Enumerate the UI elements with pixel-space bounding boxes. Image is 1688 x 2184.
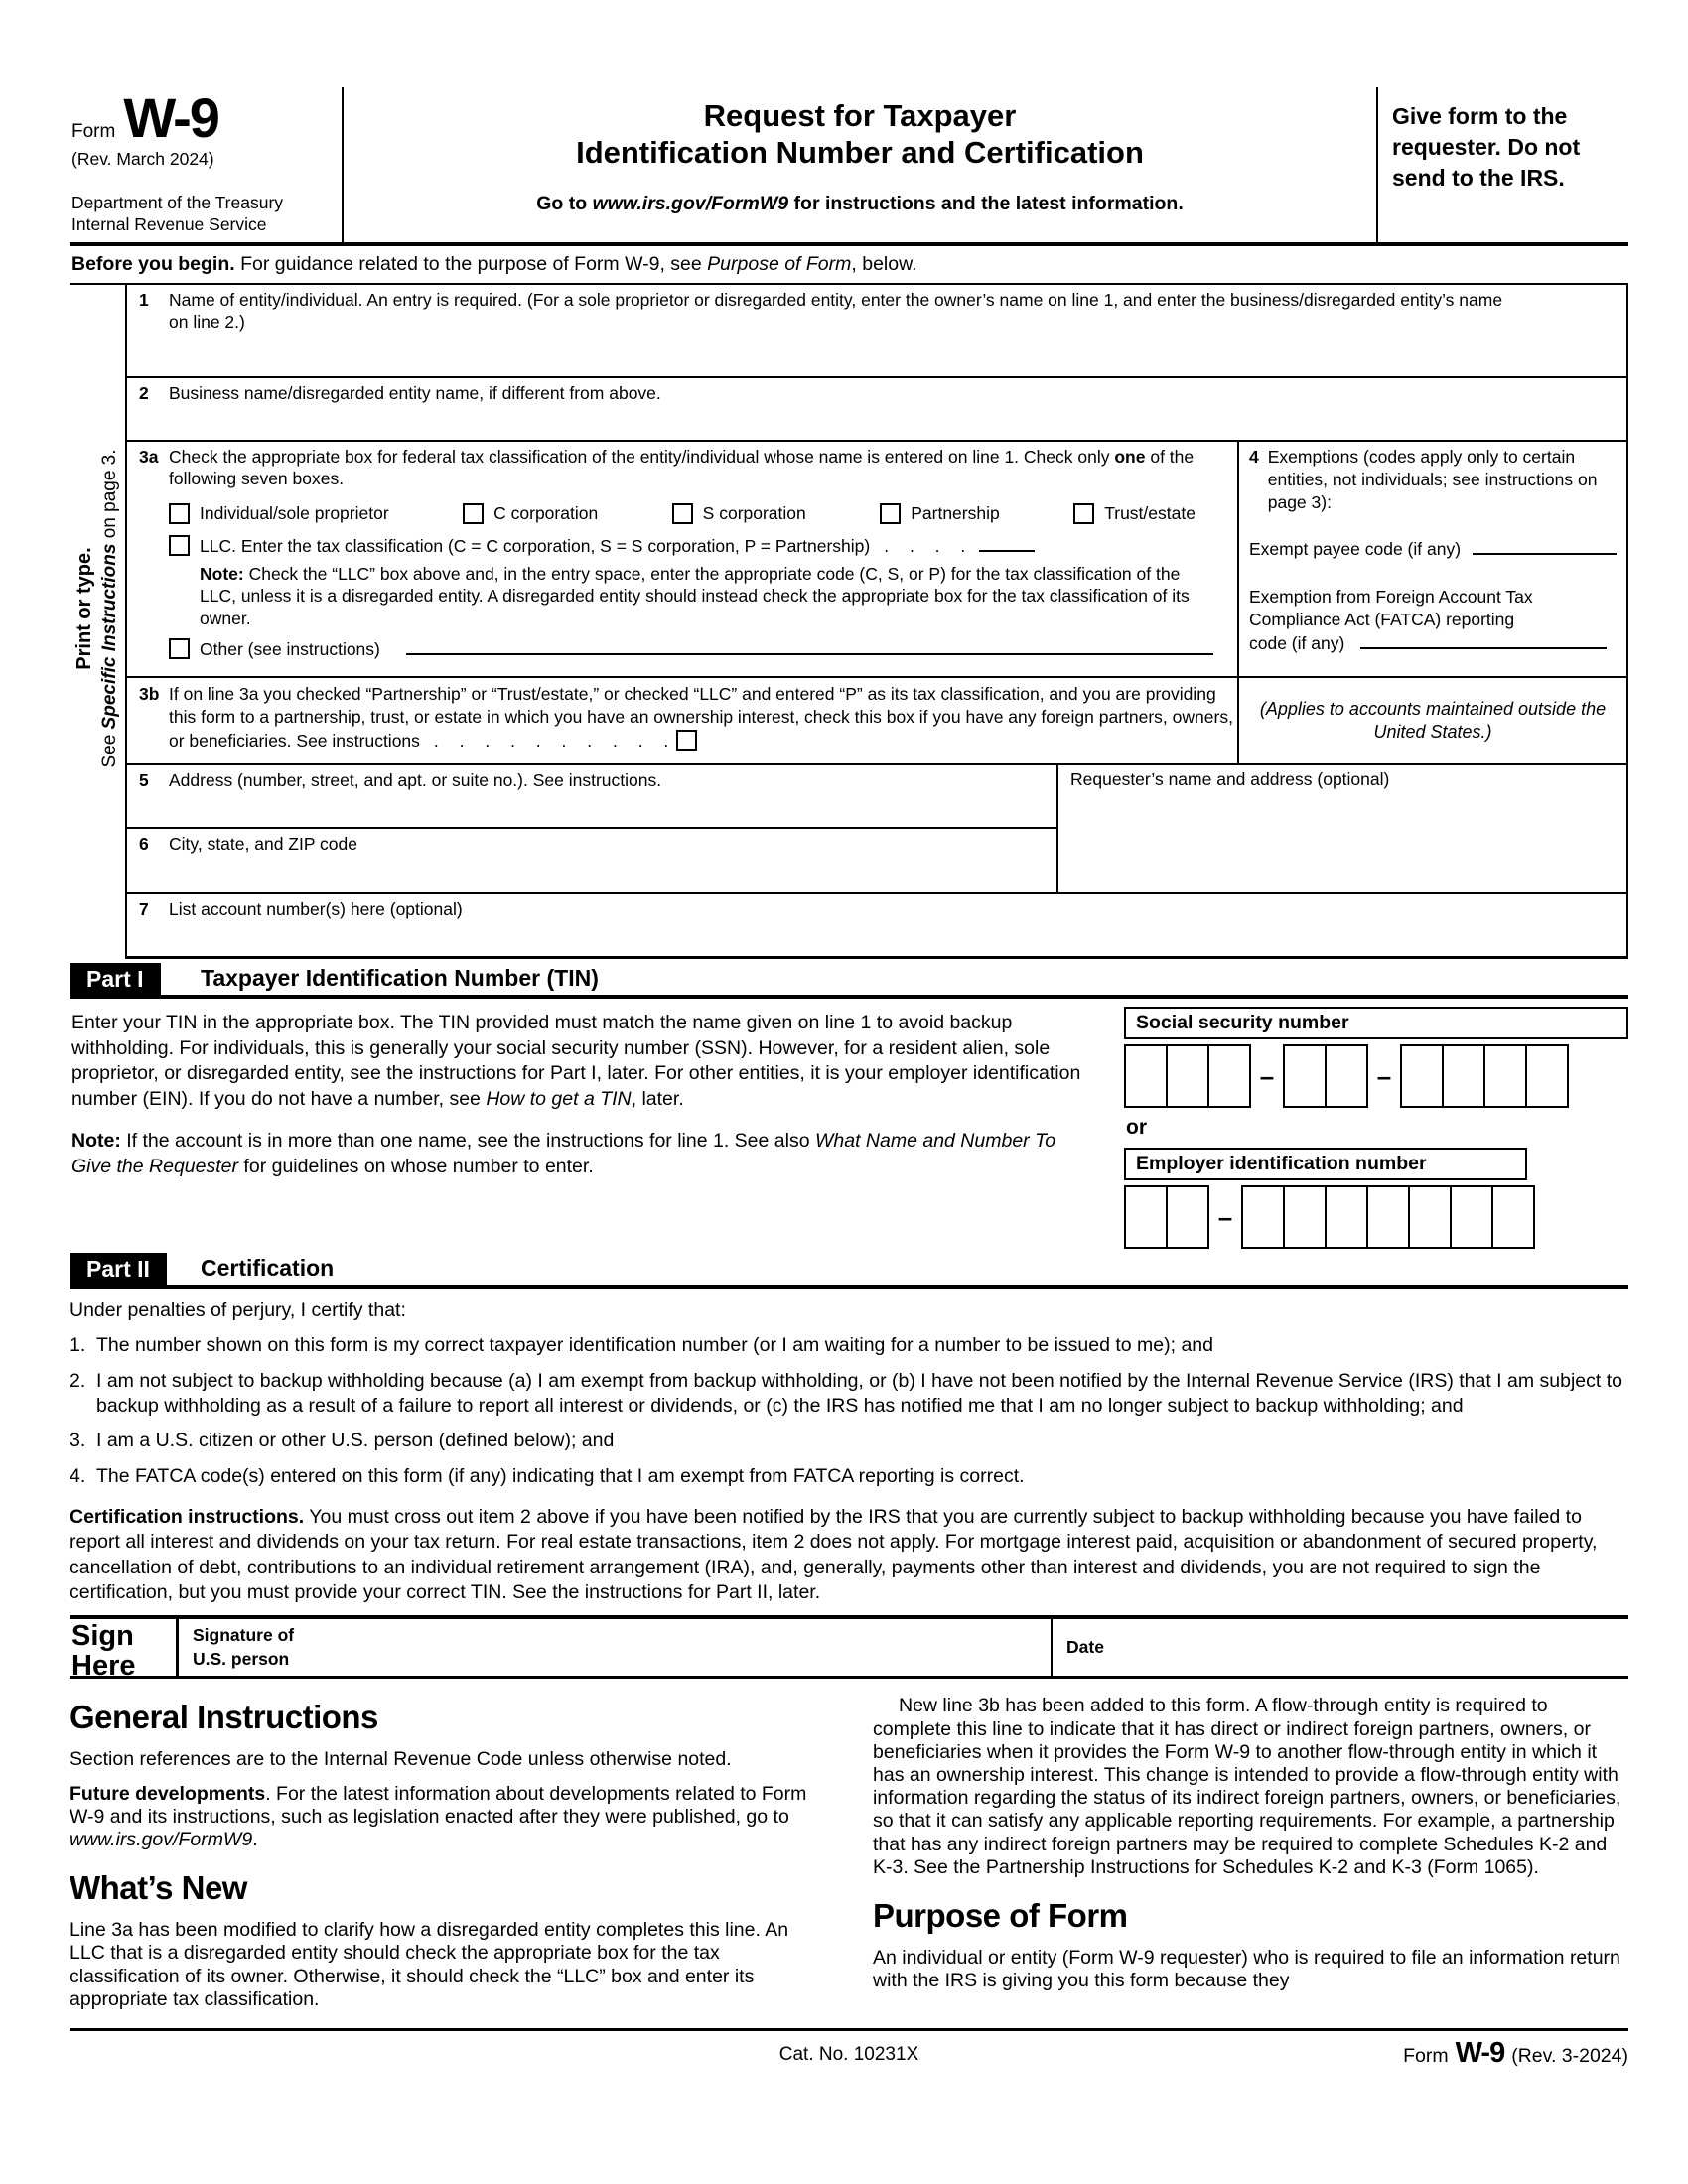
footer-form-number: W-9 xyxy=(1455,2037,1505,2070)
line3a-tax-classification-field xyxy=(127,442,1237,678)
sidebar-see: See xyxy=(99,729,120,768)
line6-label: City, state, and ZIP code xyxy=(169,834,358,854)
option-individual[interactable] xyxy=(169,503,389,524)
whats-new-heading: What’s New xyxy=(70,1869,247,1907)
line7-number: 7 xyxy=(139,899,149,919)
line3a-note xyxy=(200,563,1212,629)
line4-number: 4 xyxy=(1249,447,1259,467)
ssn-digit-cell[interactable] xyxy=(1207,1044,1251,1108)
cert-item3-text: I am a U.S. citizen or other U.S. person (defined below); and xyxy=(96,1430,615,1452)
print-or-type-gutter xyxy=(70,285,125,959)
tax-class-options-row xyxy=(169,503,1196,524)
ein-digit-cell[interactable] xyxy=(1241,1185,1285,1249)
applies-note-cell xyxy=(1237,678,1626,763)
cert-item2-number: 2. xyxy=(70,1369,86,1392)
line7-label: List account number(s) here (optional) xyxy=(169,899,463,919)
cert-item2-text: I am not subject to backup withholding because (a) I am exempt from backup withholding, or (b) I have not been notified by the Internal Revenue Service (IRS) that I am subject to backup withholding as a result of a failure to report all interest or dividends, or (c) the IRS has notified me that I am no longer subject to backup withholding; and xyxy=(96,1369,1622,1418)
llc-code-input[interactable] xyxy=(979,534,1035,552)
option-llc[interactable] xyxy=(169,534,1223,557)
option-trust-estate[interactable] xyxy=(1073,503,1196,524)
line6-city-state-zip-field[interactable] xyxy=(127,829,1056,892)
ein-label: Employer identification number xyxy=(1124,1148,1527,1180)
fatca-code-input[interactable] xyxy=(1360,631,1607,649)
ein-digit-cell[interactable] xyxy=(1325,1185,1368,1249)
ssn-digit-cell[interactable] xyxy=(1483,1044,1527,1108)
before-begin-text: For guidance related to the purpose of Form W-9, see xyxy=(234,253,708,275)
line5-address-field[interactable] xyxy=(127,765,1056,829)
dash-separator: – xyxy=(1217,1201,1233,1232)
line3b-label xyxy=(169,683,1237,763)
line3b-number: 3b xyxy=(139,684,160,704)
before-you-begin-line xyxy=(70,246,1628,285)
ssn-digit-cell[interactable] xyxy=(1525,1044,1569,1108)
part1-note-end: for guidelines on whose number to enter. xyxy=(238,1155,594,1177)
or-label: or xyxy=(1126,1116,1147,1139)
irs-url-link[interactable]: www.irs.gov/FormW9 xyxy=(592,193,789,215)
part2-header-bar xyxy=(70,1249,1628,1289)
line3a-label-start: Check the appropriate box for federal tax classification of the entity/individual whose name is entered on line 1. Check only xyxy=(169,447,1115,467)
form-number: W-9 xyxy=(123,86,218,149)
sign-word: Sign xyxy=(71,1620,134,1653)
fatca-exemption-label xyxy=(1249,586,1617,654)
signature-input-area[interactable] xyxy=(179,1619,1051,1676)
certification-intro: Under penalties of perjury, I certify that: xyxy=(70,1299,406,1321)
ein-digit-cell[interactable] xyxy=(1366,1185,1410,1249)
date-input-area[interactable] xyxy=(1051,1619,1628,1676)
cert-item4-text: The FATCA code(s) entered on this form (if any) indicating that I am exempt from FATCA reporting is correct. xyxy=(96,1464,1025,1487)
ssn-digit-cell[interactable] xyxy=(1400,1044,1444,1108)
form-word: Form xyxy=(71,121,116,142)
ein-digit-cell[interactable] xyxy=(1408,1185,1452,1249)
tin-entry-area xyxy=(1124,999,1628,1249)
option-other[interactable] xyxy=(169,637,1223,660)
option-c-corporation[interactable] xyxy=(463,503,598,524)
certification-item-3 xyxy=(70,1429,1628,1453)
part1-instructions-text xyxy=(70,999,1124,1249)
requester-label: Requester’s name and address (optional) xyxy=(1070,769,1390,789)
certification-section xyxy=(70,1289,1628,1605)
line2-label: Business name/disregarded entity name, if different from above. xyxy=(169,383,661,403)
part1-badge: Part I xyxy=(70,963,161,995)
line7-account-numbers-field[interactable] xyxy=(127,894,1626,956)
requester-name-address-field[interactable] xyxy=(1056,765,1626,892)
certification-item-1 xyxy=(70,1333,1628,1358)
goto-prefix: Go to xyxy=(536,193,593,215)
line3b-foreign-partners-field xyxy=(127,678,1237,763)
cert-item1-text: The number shown on this form is my correct taxpayer identification number (or I am waiting for a number to be issued to me); and xyxy=(96,1334,1214,1357)
agency-label: Internal Revenue Service xyxy=(71,214,267,235)
print-or-type-sidebar xyxy=(72,395,124,822)
exempt-payee-code-input[interactable] xyxy=(1473,537,1617,555)
line2-business-name-field[interactable] xyxy=(127,378,1626,442)
before-begin-end: , below. xyxy=(851,253,917,275)
form-fields-area xyxy=(125,285,1628,959)
certification-item-4 xyxy=(70,1464,1628,1489)
before-begin-bold: Before you begin. xyxy=(71,253,235,275)
line3a-label xyxy=(169,446,1223,490)
sidebar-suffix: on page 3. xyxy=(99,449,120,544)
give-form-note: Give form to the requester. Do not send to the IRS. xyxy=(1392,103,1581,192)
llc-dot-leaders: . . . . xyxy=(884,535,966,556)
line3b-dot-leaders: . . . . . . . . . . xyxy=(433,730,669,751)
line3a-label-one: one xyxy=(1114,447,1146,467)
option-c-corp-label: C corporation xyxy=(493,502,599,523)
department-label: Department of the Treasury xyxy=(71,193,284,213)
checkbox-s-corp-icon[interactable] xyxy=(672,503,693,524)
part1-note xyxy=(71,1129,1094,1179)
specific-instructions-label: Specific Instructions xyxy=(99,543,120,730)
tin-paragraph-italic: How to get a TIN xyxy=(486,1088,632,1111)
instructions-right-column xyxy=(873,1695,1628,2022)
purpose-of-form-paragraph: An individual or entity (Form W-9 requester) who is required to file an information return with the IRS is giving you this form because they xyxy=(873,1947,1620,1992)
cert-instructions-bold: Certification instructions. xyxy=(70,1506,305,1529)
fatca-line3: code (if any) xyxy=(1249,632,1345,653)
whats-new-paragraph: Line 3a has been modified to clarify how a disregarded entity completes this line. An LLC that is a disregarded entity should check the appropriate box for the tax classification of its owner. Otherwise, it should check the “LLC” box and enter its appropriate tax classification. xyxy=(70,1919,789,2010)
sign-here-section xyxy=(70,1615,1628,1683)
part1-header-bar xyxy=(70,959,1628,999)
ein-digit-cell[interactable] xyxy=(1450,1185,1493,1249)
cert-item1-number: 1. xyxy=(70,1334,86,1357)
dash-separator: – xyxy=(1259,1060,1275,1091)
line3a-label-end: of the following seven boxes. xyxy=(169,447,1195,489)
tin-paragraph xyxy=(71,1011,1094,1113)
signature-of-label: Signature of xyxy=(193,1625,295,1646)
tin-paragraph-text: Enter your TIN in the appropriate box. The TIN provided must match the name given on line 1 to avoid backup withholding. For individuals, this is generally your social security number (SSN). However, for a resident alien, sole proprietor, or disregarded entity, see the instructions for Part I, later. For other entities, it is your employer identification number (EIN). If you do not have a number, see xyxy=(71,1012,1081,1111)
goto-suffix: for instructions and the latest information. xyxy=(788,193,1184,215)
line5-label: Address (number, street, and apt. or suite no.). See instructions. xyxy=(169,770,662,790)
line1-label: Name of entity/individual. An entry is required. (For a sole proprietor or disregarded entity, enter the owner’s name on line 1, and enter the business/disregarded entity’s name on line 2.) xyxy=(169,290,1503,333)
part2-badge: Part II xyxy=(70,1253,167,1285)
ssn-digit-cell[interactable] xyxy=(1124,1044,1168,1108)
revision-date: (Rev. March 2024) xyxy=(71,149,214,170)
future-developments-text: . For the latest information about developments related to Form W-9 and its instructions, such as legislation enacted after they were published, go to xyxy=(70,1782,807,1828)
part1-note-text: If the account is in more than one name, see the instructions for line 1. See also xyxy=(120,1129,815,1152)
option-individual-label: Individual/sole proprietor xyxy=(200,502,389,523)
future-developments-url[interactable]: www.irs.gov/FormW9 xyxy=(70,1829,253,1851)
part2-title: Certification xyxy=(201,1255,335,1281)
cert-item3-number: 3. xyxy=(70,1430,86,1452)
llc-label-text: LLC. Enter the tax classification (C = C corporation, S = S corporation, P = Partnership) xyxy=(200,535,871,556)
part1-note-italic: What Name and Number To Give the Requester xyxy=(71,1129,1056,1177)
footer-form-word: Form xyxy=(1403,2045,1449,2068)
general-instructions-heading: General Instructions xyxy=(70,1699,378,1736)
checkbox-partnership-icon[interactable] xyxy=(880,503,901,524)
cert-item4-number: 4. xyxy=(70,1464,86,1487)
fatca-line1: Exemption from Foreign Account Tax xyxy=(1249,587,1533,608)
part1-title: Taxpayer Identification Number (TIN) xyxy=(201,965,599,991)
option-s-corp-label: S corporation xyxy=(702,502,806,523)
print-or-type-label: Print or type. xyxy=(73,547,95,670)
certification-instructions xyxy=(70,1505,1628,1605)
form-title-line1: Request for Taxpayer xyxy=(703,98,1017,133)
form-header xyxy=(70,87,1628,246)
checkbox-llc-icon[interactable] xyxy=(169,535,190,556)
ssn-digit-cell[interactable] xyxy=(1283,1044,1327,1108)
sign-here-label xyxy=(70,1619,179,1683)
line4-label: Exemptions (codes apply only to certain entities, not individuals; see instructions on page 3): xyxy=(1267,447,1598,512)
date-label: Date xyxy=(1066,1637,1104,1658)
ssn-digit-cell[interactable] xyxy=(1442,1044,1485,1108)
form-title-block xyxy=(344,87,1378,242)
ein-digit-cell[interactable] xyxy=(1166,1185,1209,1249)
ssn-digit-cell[interactable] xyxy=(1325,1044,1368,1108)
form-reference xyxy=(1403,2037,1628,2070)
ein-digit-cell[interactable] xyxy=(1124,1185,1168,1249)
line4-exemptions-field xyxy=(1237,442,1626,678)
footer-revision: (Rev. 3-2024) xyxy=(1511,2045,1628,2068)
line1-number: 1 xyxy=(139,290,149,310)
cert-instructions-text: You must cross out item 2 above if you have been notified by the IRS that you are currently subject to backup withholding because you have failed to report all interest and dividends on your tax return. For real estate transactions, item 2 does not apply. For mortgage interest paid, acquisition or abandonment of secured property, cancellation of debt, contributions to an individual retirement arrangement (IRA), and, generally, payments other than interest and dividends, you are not required to sign the certification, but you must provide your correct TIN. See the instructions for Part II, later. xyxy=(70,1506,1598,1604)
certification-item-2 xyxy=(70,1369,1628,1420)
form-id-block xyxy=(70,87,344,242)
line1-name-field[interactable] xyxy=(127,285,1626,378)
part1-note-bold: Note: xyxy=(71,1129,121,1152)
goto-instructions-line xyxy=(344,193,1376,215)
us-person-label: U.S. person xyxy=(193,1648,290,1669)
option-trust-estate-label: Trust/estate xyxy=(1104,502,1196,523)
ein-digit-cell[interactable] xyxy=(1283,1185,1327,1249)
form-title-line2: Identification Number and Certification xyxy=(576,135,1144,171)
future-developments-bold: Future developments xyxy=(70,1782,266,1805)
ssn-label: Social security number xyxy=(1124,1007,1628,1039)
line6-number: 6 xyxy=(139,834,149,854)
ssn-digit-cell[interactable] xyxy=(1166,1044,1209,1108)
checkbox-c-corp-icon[interactable] xyxy=(463,503,484,524)
line3a-note-text: Check the “LLC” box above and, in the entry space, enter the appropriate code (C, S, or P) for the tax classification of the LLC, unless it is a disregarded entity. A disregarded entity should instead check the appropriate box for the tax classification of its owner. xyxy=(200,563,1190,628)
dash-separator: – xyxy=(1376,1060,1392,1091)
ssn-input-row xyxy=(1124,1044,1628,1108)
option-llc-label xyxy=(200,534,1035,557)
line3b-label-text: If on line 3a you checked “Partnership” or “Trust/estate,” or checked “LLC” and entered “P” as its tax classification, and you are providing this form to a partnership, trust, or estate in which you have an ownership interest, check this box if you have any foreign partners, owners, or beneficiaries. See instructions xyxy=(169,684,1233,751)
checkbox-individual-icon[interactable] xyxy=(169,503,190,524)
ein-input-row xyxy=(1124,1185,1628,1249)
fatca-line2: Compliance Act (FATCA) reporting xyxy=(1249,610,1515,629)
future-developments-paragraph xyxy=(70,1783,825,1852)
line3a-number: 3a xyxy=(139,447,159,467)
applies-outside-us-note: (Applies to accounts maintained outside the United States.) xyxy=(1259,698,1607,742)
tin-paragraph-end: , later. xyxy=(631,1088,684,1111)
new-line-3b-paragraph: New line 3b has been added to this form. A flow-through entity is required to complete this line to indicate that it has direct or indirect foreign partners, owners, or beneficiaries when it provides the Form W-9 to another flow-through entity in which it has an ownership interest. This change is intended to provide a flow-through entity with information regarding the status of its indirect foreign partners, owners, or beneficiaries, so that it can satisfy any applicable reporting requirements. For example, a partnership that has any indirect foreign partners may be required to complete Schedules K-2 and K-3. See the Partnership Instructions for Schedules K-2 and K-3 (Form 1065). xyxy=(873,1695,1621,1878)
here-word: Here xyxy=(71,1650,136,1683)
option-partnership[interactable] xyxy=(880,503,1000,524)
checkbox-trust-estate-icon[interactable] xyxy=(1073,503,1094,524)
ein-digit-cell[interactable] xyxy=(1491,1185,1535,1249)
line2-number: 2 xyxy=(139,383,149,403)
other-entry-input[interactable] xyxy=(406,637,1213,655)
option-other-label: Other (see instructions) xyxy=(200,638,380,659)
line3a-note-bold: Note: xyxy=(200,563,244,584)
purpose-of-form-heading: Purpose of Form xyxy=(873,1897,1128,1935)
line5-number: 5 xyxy=(139,770,149,790)
checkbox-other-icon[interactable] xyxy=(169,638,190,659)
before-begin-italic: Purpose of Form xyxy=(707,253,852,275)
instructions-left-column xyxy=(70,1695,825,2022)
page-footer xyxy=(70,2028,1628,2078)
option-s-corporation[interactable] xyxy=(672,503,806,524)
section-references-paragraph: Section references are to the Internal Revenue Code unless otherwise noted. xyxy=(70,1748,732,1771)
checkbox-foreign-partners-icon[interactable] xyxy=(676,730,697,751)
future-developments-end: . xyxy=(252,1829,258,1851)
exempt-payee-label: Exempt payee code (if any) xyxy=(1249,539,1462,560)
catalog-number: Cat. No. 10231X xyxy=(778,2044,919,2066)
option-partnership-label: Partnership xyxy=(911,502,1000,523)
